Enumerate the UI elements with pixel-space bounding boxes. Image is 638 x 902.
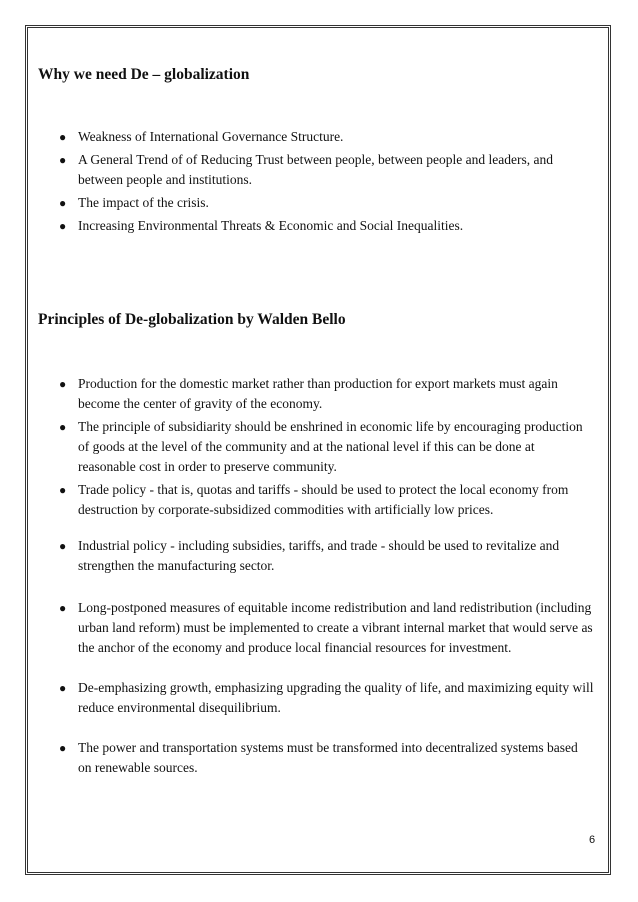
list-item-text: The impact of the crisis. [78, 195, 209, 210]
list-item-text: Weakness of International Governance Structure. [78, 129, 344, 144]
list-item [0, 150, 638, 190]
list-item [0, 678, 638, 718]
reasons-bullet-list [0, 127, 638, 236]
list-item [0, 598, 638, 658]
list-item [0, 536, 638, 576]
list-item [0, 127, 638, 147]
list-item-text: Production for the domestic market rather than production for export markets must again become the center of gravity of the economy. [78, 376, 558, 411]
bullet-icon: ● [59, 377, 67, 391]
list-item [0, 480, 638, 520]
list-item [0, 738, 638, 778]
list-item [0, 417, 638, 477]
bullet-icon: ● [59, 219, 67, 233]
list-item [0, 374, 638, 414]
principles-bullet-list [0, 374, 638, 778]
bullet-icon: ● [59, 483, 67, 497]
list-item-text: Long-postponed measures of equitable income redistribution and land redistribution (including urban land reform) must be implemented to create a vibrant internal market that would serve as the anchor of the economy and produce local financial resources for investment. [78, 600, 593, 655]
bullet-icon: ● [59, 681, 67, 695]
list-item-text: Increasing Environmental Threats & Economic and Social Inequalities. [78, 218, 464, 233]
bullet-icon: ● [59, 601, 67, 615]
list-item [0, 193, 638, 213]
bullet-icon: ● [59, 420, 67, 434]
bullet-icon: ● [59, 130, 67, 144]
list-item-text: The principle of subsidiarity should be enshrined in economic life by encouraging production of goods at the level of the community and at the national level if this can be done at reasonable cost in order to preserve community. [78, 419, 583, 474]
bullet-icon: ● [59, 741, 67, 755]
bullet-icon: ● [59, 153, 67, 167]
page-number: 6 [589, 834, 596, 846]
section-heading-why-deglobalization: Why we need De – globalization [38, 66, 250, 83]
list-item-text: The power and transportation systems must be transformed into decentralized systems based on renewable sources. [78, 740, 578, 775]
list-item-text: A General Trend of of Reducing Trust between people, between people and leaders, and between people and institutions. [78, 152, 554, 187]
bullet-icon: ● [59, 196, 67, 210]
section-heading-principles: Principles of De-globalization by Walden Bello [38, 311, 346, 328]
list-item-text: De-emphasizing growth, emphasizing upgrading the quality of life, and maximizing equity will reduce environmental disequilibrium. [78, 680, 594, 715]
bullet-icon: ● [59, 539, 67, 553]
list-item-text: Industrial policy - including subsidies, tariffs, and trade - should be used to revitalize and strengthen the manufacturing sector. [78, 538, 560, 573]
list-item-text: Trade policy - that is, quotas and tariffs - should be used to protect the local economy from destruction by corporate-subsidized commodities with artificially low prices. [78, 482, 569, 517]
list-item [0, 216, 638, 236]
